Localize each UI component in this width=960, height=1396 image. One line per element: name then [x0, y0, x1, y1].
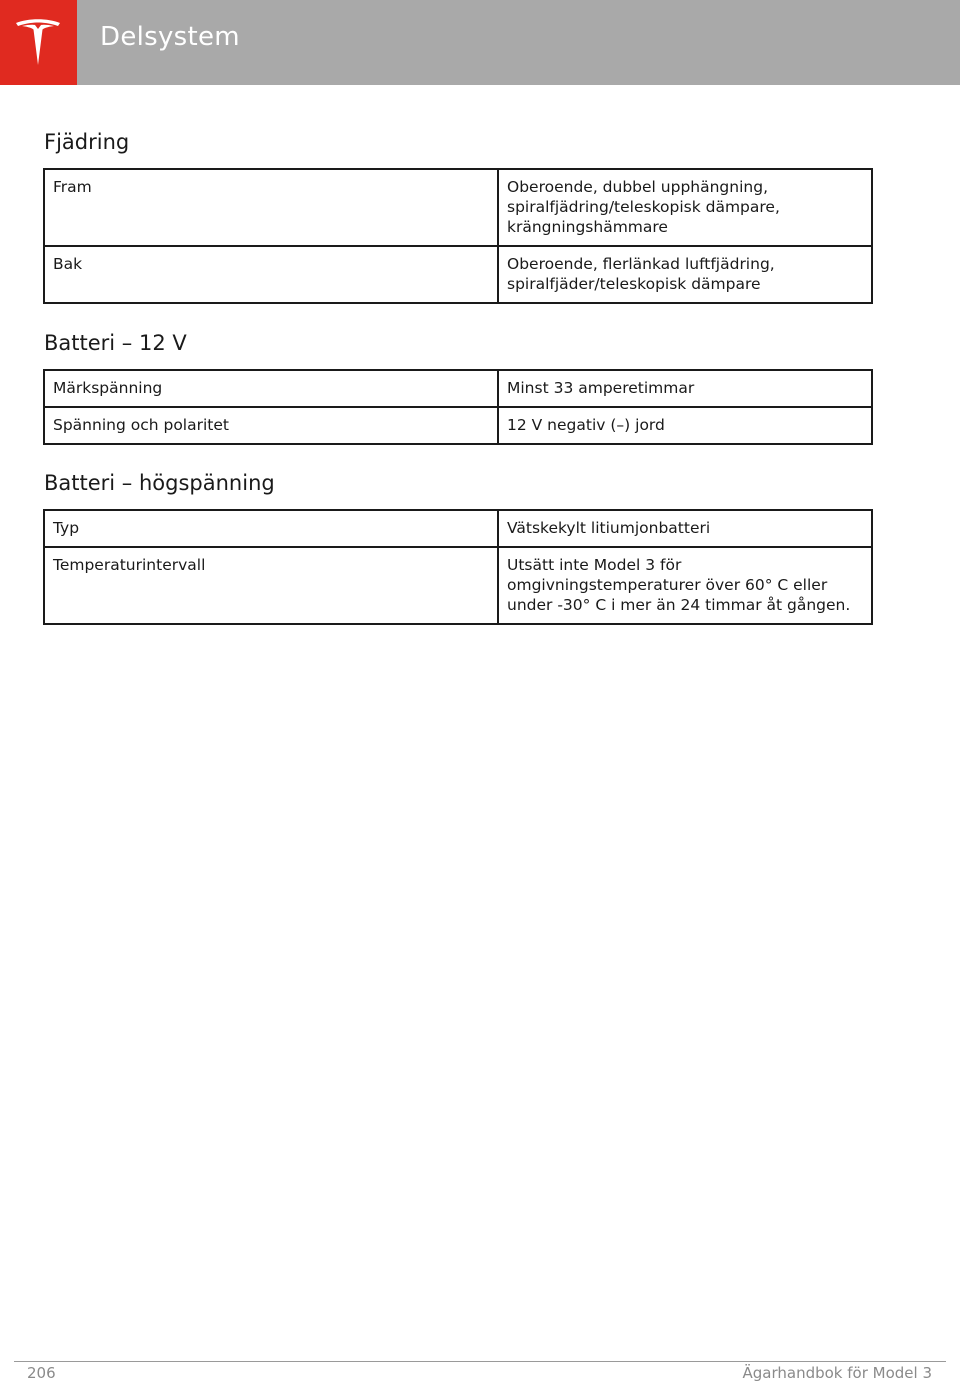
- row-label: Typ: [44, 510, 498, 547]
- row-value: 12 V negativ (–) jord: [498, 407, 872, 444]
- battery-12v-table: [43, 369, 873, 445]
- brand-logo: [0, 0, 77, 85]
- table-row: [44, 510, 872, 547]
- table-row: [44, 169, 872, 246]
- page-header: [0, 0, 960, 85]
- footer-document-title: Ägarhandbok för Model 3: [742, 1364, 932, 1382]
- section-title-suspension: Fjädring: [44, 130, 130, 154]
- battery-hv-table: [43, 509, 873, 625]
- tesla-logo-icon: [14, 17, 62, 67]
- row-label: Temperaturintervall: [44, 547, 498, 624]
- footer-divider: [14, 1361, 946, 1362]
- suspension-table: [43, 168, 873, 304]
- table-row: [44, 370, 872, 407]
- row-label: Bak: [44, 246, 498, 303]
- table-row: [44, 246, 872, 303]
- page-title: Delsystem: [100, 22, 240, 52]
- table-row: [44, 547, 872, 624]
- row-value: Oberoende, flerlänkad luftfjädring, spiralfjäder/teleskopisk dämpare: [498, 246, 872, 303]
- row-value: Vätskekylt litiumjonbatteri: [498, 510, 872, 547]
- row-label: Märkspänning: [44, 370, 498, 407]
- row-value: Utsätt inte Model 3 för omgivningstemperaturer över 60° C eller under -30° C i mer än 24 timmar åt gången.: [498, 547, 872, 624]
- row-label: Spänning och polaritet: [44, 407, 498, 444]
- row-label: Fram: [44, 169, 498, 246]
- table-row: [44, 407, 872, 444]
- row-value: Minst 33 amperetimmar: [498, 370, 872, 407]
- section-title-battery-hv: Batteri – högspänning: [44, 471, 275, 495]
- section-title-battery-12v: Batteri – 12 V: [44, 331, 187, 355]
- page-number: 206: [27, 1364, 56, 1382]
- row-value: Oberoende, dubbel upphängning, spiralfjädring/teleskopisk dämpare, krängningshämmare: [498, 169, 872, 246]
